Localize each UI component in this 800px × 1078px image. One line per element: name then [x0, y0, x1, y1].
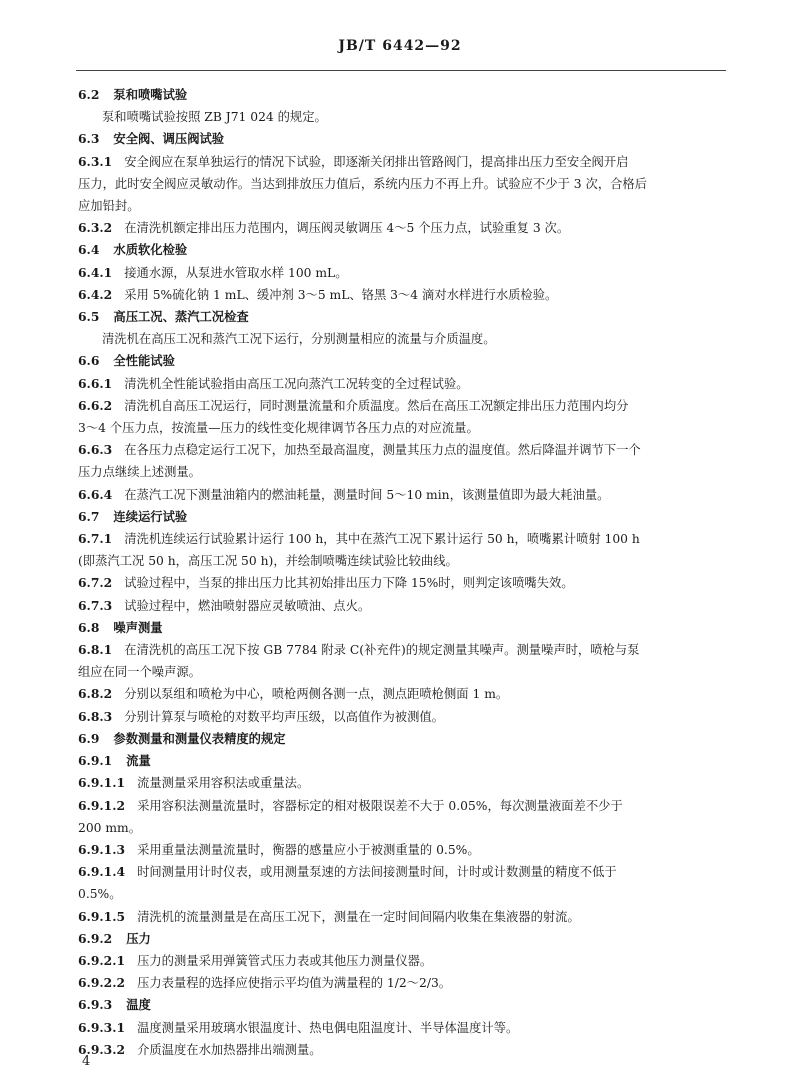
clause-number: 6.8.3: [78, 708, 113, 724]
clause-number: 6.4.2: [78, 286, 113, 302]
section-title: 泵和喷嘴试验: [113, 87, 188, 102]
section-title: 连续运行试验: [113, 508, 188, 524]
section-title: 温度: [126, 997, 151, 1013]
clause-line: [78, 906, 738, 928]
clause-line: [78, 706, 738, 728]
clause-number: 6.7.3: [78, 597, 113, 613]
section-heading: [78, 128, 738, 150]
clause-number: 6.8.1: [78, 642, 113, 658]
clause-text: 清洗机的流量测量是在高压工况下，测量在一定时间间隔内收集在集液器的射流。: [137, 909, 580, 924]
clause-line: [78, 972, 738, 994]
continuation-line: 压力点继续上述测量。: [78, 465, 201, 480]
continuation-line: 0.5%。: [78, 887, 122, 902]
clause-line: [78, 683, 738, 705]
clause-line: [78, 795, 738, 817]
clause-text: 在清洗机的高压工况下按 GB 7784 附录 C(补充件)的规定测量其噪声。测量噪声时，喷枪与泵: [124, 643, 640, 658]
clause-line: [78, 284, 738, 306]
continuation-line: 应加铅封。: [78, 199, 140, 214]
clause-number: 6.6.3: [78, 442, 113, 458]
clause-line: [78, 439, 738, 461]
section-number: 6.3: [78, 131, 100, 147]
clause-line: [78, 262, 738, 284]
clause-text: 试验过程中，燃油喷射器应灵敏喷油、点火。: [124, 598, 371, 613]
section-number: 6.7: [78, 508, 100, 524]
clause-text: 采用重量法测量流量时，衡器的感量应小于被测重量的 0.5%。: [137, 842, 480, 857]
section-heading: [78, 617, 738, 639]
clause-line: [78, 151, 738, 173]
clause-line: [78, 595, 738, 617]
page-number: 4: [82, 1054, 91, 1069]
clause-line: [78, 572, 738, 594]
clause-text: 流量测量采用容积法或重量法。: [137, 776, 310, 791]
section-title: 流量: [126, 753, 151, 769]
standard-code-header: JB/T 6442—92: [338, 38, 462, 54]
clause-number: 6.9.1.2: [78, 797, 126, 813]
clause-number: 6.3.2: [78, 220, 113, 236]
clause-line: [78, 639, 738, 661]
clause-line: [78, 395, 738, 417]
section-title: 压力: [126, 930, 151, 946]
clause-line: [78, 950, 738, 972]
clause-number: 6.6.1: [78, 375, 113, 391]
clause-line: [78, 861, 738, 883]
paragraph-line: 泵和喷嘴试验按照 ZB J71 024 的规定。: [102, 110, 327, 125]
section-number: 6.9.3: [78, 997, 113, 1013]
clause-text: 试验过程中，当泵的排出压力比其初始排出压力下降 15%时，则判定该喷嘴失效。: [124, 576, 574, 591]
continuation-line: 压力，此时安全阀应灵敏动作。当达到排放压力值后，系统内压力不再上升。试验应不少于 3 次，合格后: [78, 176, 648, 191]
section-number: 6.2: [78, 87, 100, 102]
clause-number: 6.9.1.3: [78, 841, 126, 857]
section-title: 高压工况、蒸汽工况检查: [113, 309, 249, 325]
clause-number: 6.9.1.1: [78, 775, 126, 791]
clause-text: 在清洗机额定排出压力范围内，调压阀灵敏调压 4～5 个压力点，试验重复 3 次。: [124, 221, 570, 236]
clause-number: 6.9.3.2: [78, 1041, 126, 1057]
clause-number: 6.9.2.2: [78, 975, 126, 991]
section-heading: [78, 239, 738, 261]
clause-line: [78, 1039, 738, 1061]
clause-text: 清洗机全性能试验指由高压工况向蒸汽工况转变的全过程试验。: [124, 376, 469, 391]
section-heading: [78, 306, 738, 328]
continuation-line: 组应在同一个噪声源。: [78, 665, 201, 680]
clause-text: 在各压力点稳定运行工况下，加热至最高温度，测量其压力点的温度值。然后降温并调节下一个: [124, 443, 641, 458]
section-heading: [78, 728, 738, 750]
clause-text: 清洗机自高压工况运行，同时测量流量和介质温度。然后在高压工况额定排出压力范围内均分: [124, 398, 629, 413]
clause-number: 6.9.1.4: [78, 864, 126, 880]
clause-text: 安全阀应在泵单独运行的情况下试验，即逐渐关闭排出管路阀门，提高排出压力至安全阀开启: [124, 154, 629, 169]
header-rule: [76, 70, 726, 71]
paragraph-line: 清洗机在高压工况和蒸汽工况下运行，分别测量相应的流量与介质温度。: [102, 332, 496, 347]
clause-line: [78, 373, 738, 395]
clause-line: [78, 528, 738, 550]
section-title: 噪声测量: [113, 619, 163, 635]
clause-text: 接通水源，从泵进水管取水样 100 mL。: [124, 265, 348, 280]
clause-number: 6.4.1: [78, 264, 113, 280]
document-body: [78, 84, 738, 1061]
clause-line: [78, 772, 738, 794]
section-title: 安全阀、调压阀试验: [113, 131, 225, 147]
clause-text: 分别以泵组和喷枪为中心，喷枪两侧各测一点，测点距喷枪侧面 1 m。: [124, 687, 509, 702]
clause-line: [78, 217, 738, 239]
continuation-line: (即蒸汽工况 50 h，高压工况 50 h)，并绘制喷嘴连续试验比较曲线。: [78, 554, 458, 569]
clause-number: 6.9.1.5: [78, 908, 126, 924]
continuation-line: 3～4 个压力点，按流量—压力的线性变化规律调节各压力点的对应流量。: [78, 421, 479, 436]
clause-text: 在蒸汽工况下测量油箱内的燃油耗量，测量时间 5～10 min，该测量值即为最大耗油量。: [124, 487, 610, 502]
section-number: 6.9: [78, 730, 100, 746]
clause-text: 清洗机连续运行试验累计运行 100 h，其中在蒸汽工况下累计运行 50 h，喷嘴累计喷射 100 h: [124, 532, 640, 547]
section-number: 6.5: [78, 309, 100, 325]
clause-text: 采用容积法测量流量时，容器标定的相对极限误差不大于 0.05%，每次测量液面差不少于: [137, 798, 623, 813]
clause-text: 压力的测量采用弹簧管式压力表或其他压力测量仪器。: [137, 953, 433, 968]
clause-number: 6.7.2: [78, 575, 113, 591]
section-number: 6.8: [78, 619, 100, 635]
section-heading: [78, 84, 738, 106]
clause-number: 6.7.1: [78, 531, 113, 547]
clause-number: 6.6.2: [78, 397, 113, 413]
clause-number: 6.9.3.1: [78, 1019, 126, 1035]
section-heading: [78, 506, 738, 528]
clause-line: [78, 484, 738, 506]
section-heading: [78, 994, 738, 1016]
section-number: 6.9.2: [78, 930, 113, 946]
section-number: 6.9.1: [78, 753, 113, 769]
section-number: 6.6: [78, 353, 100, 369]
section-heading: [78, 750, 738, 772]
clause-number: 6.3.1: [78, 153, 113, 169]
continuation-line: 200 mm。: [78, 820, 141, 835]
clause-text: 采用 5%硫化钠 1 mL、缓冲剂 3～5 mL、铬黑 3～4 滴对水样进行水质检验。: [124, 287, 558, 302]
clause-number: 6.6.4: [78, 486, 113, 502]
section-heading: [78, 928, 738, 950]
clause-text: 介质温度在水加热器排出端测量。: [137, 1042, 322, 1057]
clause-line: [78, 1017, 738, 1039]
clause-text: 时间测量用计时仪表，或用测量泵速的方法间接测量时间，计时或计数测量的精度不低于: [137, 865, 617, 880]
section-title: 水质软化检验: [113, 242, 188, 258]
clause-line: [78, 839, 738, 861]
section-title: 参数测量和测量仪表精度的规定: [113, 730, 286, 746]
clause-text: 压力表量程的选择应使指示平均值为满量程的 1/2～2/3。: [137, 976, 452, 991]
clause-number: 6.8.2: [78, 686, 113, 702]
section-number: 6.4: [78, 242, 100, 258]
clause-number: 6.9.2.1: [78, 952, 126, 968]
clause-text: 温度测量采用玻璃水银温度计、热电偶电阻温度计、半导体温度计等。: [137, 1020, 519, 1035]
section-title: 全性能试验: [113, 353, 175, 369]
section-heading: [78, 350, 738, 372]
clause-text: 分别计算泵与喷枪的对数平均声压级，以高值作为被测值。: [124, 709, 444, 724]
